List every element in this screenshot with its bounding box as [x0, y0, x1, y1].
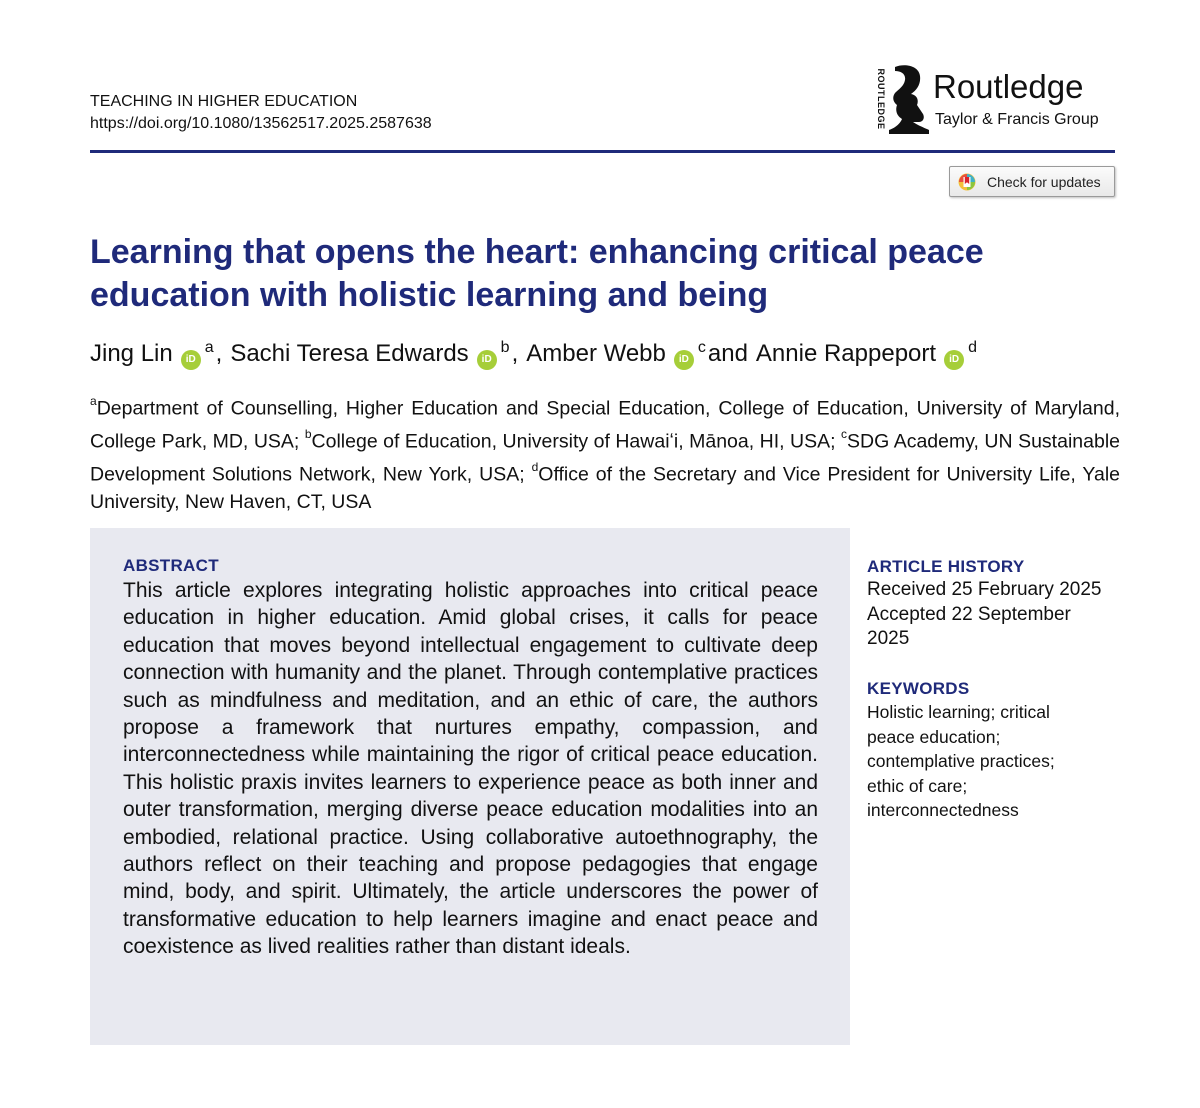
- affiliation-marker[interactable]: b: [500, 339, 510, 356]
- article-history-heading: ARTICLE HISTORY: [867, 557, 1025, 576]
- affiliation-mark: c: [841, 427, 848, 441]
- keywords-text: Holistic learning; critical peace education; contemplative practices; ethic of care; interconnectedness: [867, 702, 1055, 820]
- affiliation-mark: d: [531, 460, 539, 474]
- abstract-text: This article explores integrating holistic approaches into critical peace education in higher education. Amid global crises, it calls for peace education that moves beyond intellectual engagement to cultivate deep connection with humanity and the planet. Through contemplative practices such as mindfulness and meditation, and an ethic of care, the authors propose a framework that nurtures empathy, compassion, and interconnectedness while maintaining the rigor of critical peace education. This holistic praxis invites learners to experience peace as both inner and outer transformation, merging diverse peace education modalities into an embodied, relational practice. Using collaborative autoethnography, the authors reflect on their teaching and propose pedagogies that engage mind, body, and spirit. Ultimately, the article underscores the power of transformative education to help learners imagine and enact peace and coexistence as lived realities rather than distant ideals.: [123, 579, 818, 959]
- publisher-name: Routledge: [933, 68, 1084, 105]
- affiliation-mark: a: [90, 394, 97, 408]
- abstract-panel: [90, 528, 850, 1045]
- keywords: [867, 678, 1117, 823]
- affiliation-text: College of Education, University of Hawaiʻi, Mānoa, HI, USA;: [311, 430, 836, 453]
- author-separator: and: [707, 340, 748, 367]
- publisher-group: Taylor & Francis Group: [935, 111, 1099, 128]
- orcid-icon[interactable]: iD: [944, 350, 964, 370]
- affiliation-mark: b: [304, 427, 312, 441]
- orcid-icon[interactable]: iD: [477, 350, 497, 370]
- routledge-profile-icon: [889, 64, 931, 134]
- author-name[interactable]: Jing Lin: [90, 340, 173, 367]
- author-separator: ,: [215, 340, 223, 367]
- received-date: Received 25 February 2025: [867, 579, 1102, 600]
- check-for-updates-label: Check for updates: [987, 173, 1101, 190]
- orcid-icon[interactable]: iD: [674, 350, 694, 370]
- article-title: Learning that opens the heart: enhancing critical peace education with holistic learning and being: [90, 233, 984, 314]
- orcid-icon[interactable]: iD: [181, 350, 201, 370]
- accepted-date: Accepted 22 September 2025: [867, 603, 1071, 649]
- check-for-updates-button[interactable]: [949, 166, 1115, 197]
- crossmark-icon: [958, 173, 976, 191]
- publisher-logo: [874, 64, 1119, 134]
- header-divider: [90, 150, 1115, 153]
- affiliation-text: SDG Academy, UN Sustainable Development Solutions Network, New York, USA;: [90, 430, 1120, 486]
- author-name[interactable]: Annie Rappeport: [755, 340, 937, 367]
- affiliation-text: Department of Counselling, Higher Education and Special Education, College of Education, University of Maryland, College Park, MD, USA;: [90, 397, 1120, 453]
- affiliation-marker[interactable]: d: [968, 339, 977, 356]
- affiliations: [90, 390, 1120, 517]
- author-name[interactable]: Amber Webb: [526, 340, 666, 367]
- author-name[interactable]: Sachi Teresa Edwards: [230, 340, 469, 367]
- affiliation-marker[interactable]: c: [697, 339, 706, 356]
- journal-name: TEACHING IN HIGHER EDUCATION: [90, 93, 358, 110]
- article-history: [867, 556, 1117, 652]
- doi-link[interactable]: https://doi.org/10.1080/13562517.2025.2587638: [90, 115, 432, 132]
- keywords-heading: KEYWORDS: [867, 679, 970, 698]
- affiliation-text: Office of the Secretary and Vice President for University Life, Yale University, New Haven, CT, USA: [90, 463, 1121, 513]
- publisher-vertical-label: ROUTLEDGE: [876, 68, 886, 130]
- journal-header: [90, 91, 432, 135]
- abstract-heading: ABSTRACT: [123, 556, 219, 575]
- affiliation-marker[interactable]: a: [204, 339, 214, 356]
- author-separator: ,: [511, 340, 519, 367]
- author-list: [90, 338, 979, 373]
